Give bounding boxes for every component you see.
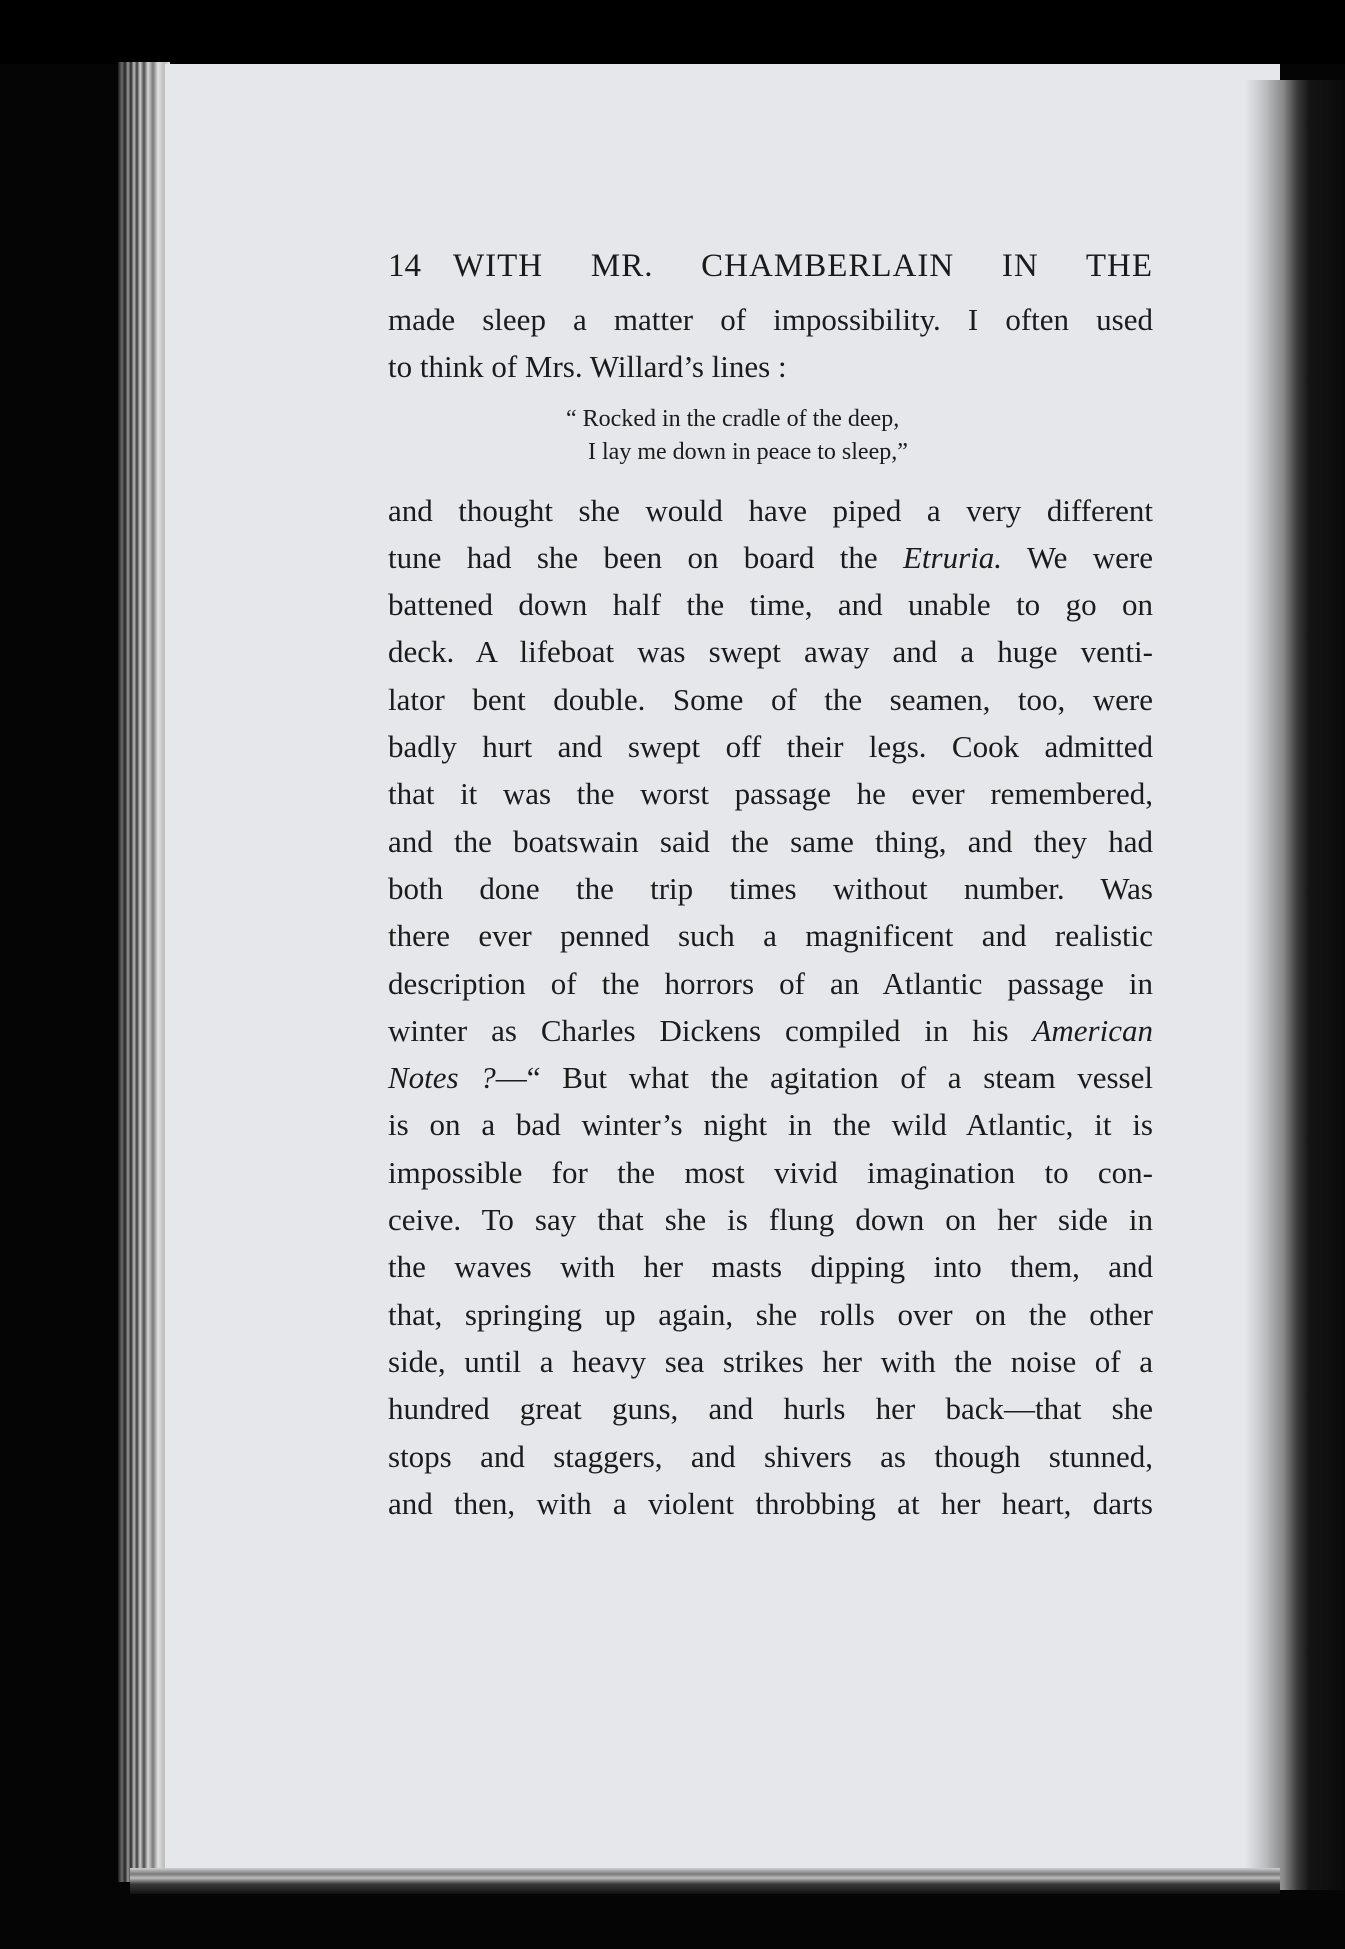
body-paragraph xyxy=(388,487,1153,1528)
text-line: badly hurt and swept off their legs. Cook admitted xyxy=(388,729,1153,765)
page-number: 14 xyxy=(388,248,421,284)
text-line: both done the trip times without number. Was xyxy=(388,870,1153,906)
text-line: is on a bad winter’s night in the wild Atlantic, it is xyxy=(388,1107,1153,1143)
text-line: and then, with a violent throbbing at her heart, darts xyxy=(388,1485,1153,1521)
text-run: winter as Charles Dickens compiled in his xyxy=(388,1012,1033,1048)
text-line: hundred great guns, and hurls her back—that she xyxy=(388,1391,1153,1427)
text-line xyxy=(388,534,1153,581)
page-bottom-edge xyxy=(130,1868,1280,1894)
text-line: description of the horrors of an Atlantic passage in xyxy=(388,965,1153,1001)
text-line: and the boatswain said the same thing, and they had xyxy=(388,823,1153,859)
italic-title: American xyxy=(1032,1012,1153,1048)
text-line: ceive. To say that she is flung down on her side in xyxy=(388,1202,1153,1238)
text-line: that it was the worst passage he ever remembered, xyxy=(388,776,1153,812)
text-line: side, until a heavy sea strikes her with the noise of a xyxy=(388,1343,1153,1379)
text-line: deck. A lifeboat was swept away and a huge venti- xyxy=(388,634,1153,670)
page-text-block xyxy=(388,248,1153,1527)
text-line xyxy=(388,1054,1153,1101)
text-line: there ever penned such a magnificent and realistic xyxy=(388,918,1153,954)
text-run: We were xyxy=(1002,539,1153,575)
verse-line: I lay me down in peace to sleep,” xyxy=(588,438,908,465)
text-line: made sleep a matter of impossibility. I often used xyxy=(388,302,1153,337)
text-line: impossible for the most vivid imagination to con- xyxy=(388,1154,1153,1190)
scan-top-border xyxy=(0,0,1345,64)
intro-paragraph xyxy=(388,296,1153,391)
text-run: —“ But what the agitation of a steam vessel xyxy=(495,1060,1153,1096)
text-line: battened down half the time, and unable to go on xyxy=(388,587,1153,623)
page-right-shadow xyxy=(1245,80,1345,1890)
text-line: lator bent double. Some of the seamen, too, were xyxy=(388,681,1153,717)
verse-quotation xyxy=(388,403,1153,469)
text-line: stops and staggers, and shivers as though stunned, xyxy=(388,1438,1153,1474)
italic-title: Notes ? xyxy=(388,1060,496,1096)
book-binding-edge xyxy=(118,62,170,1882)
italic-title: Etruria. xyxy=(903,539,1003,575)
text-line: and thought she would have piped a very different xyxy=(388,492,1153,528)
text-line: that, springing up again, she rolls over on the other xyxy=(388,1296,1153,1332)
running-title: WITH MR. CHAMBERLAIN IN THE xyxy=(453,248,1153,284)
text-line xyxy=(388,1007,1153,1054)
text-run: tune had she been on board the xyxy=(388,539,903,575)
running-header xyxy=(388,248,1153,296)
text-line: to think of Mrs. Willard’s lines : xyxy=(388,349,787,385)
verse-line: “ Rocked in the cradle of the deep, xyxy=(566,405,900,432)
text-line: the waves with her masts dipping into them, and xyxy=(388,1249,1153,1285)
